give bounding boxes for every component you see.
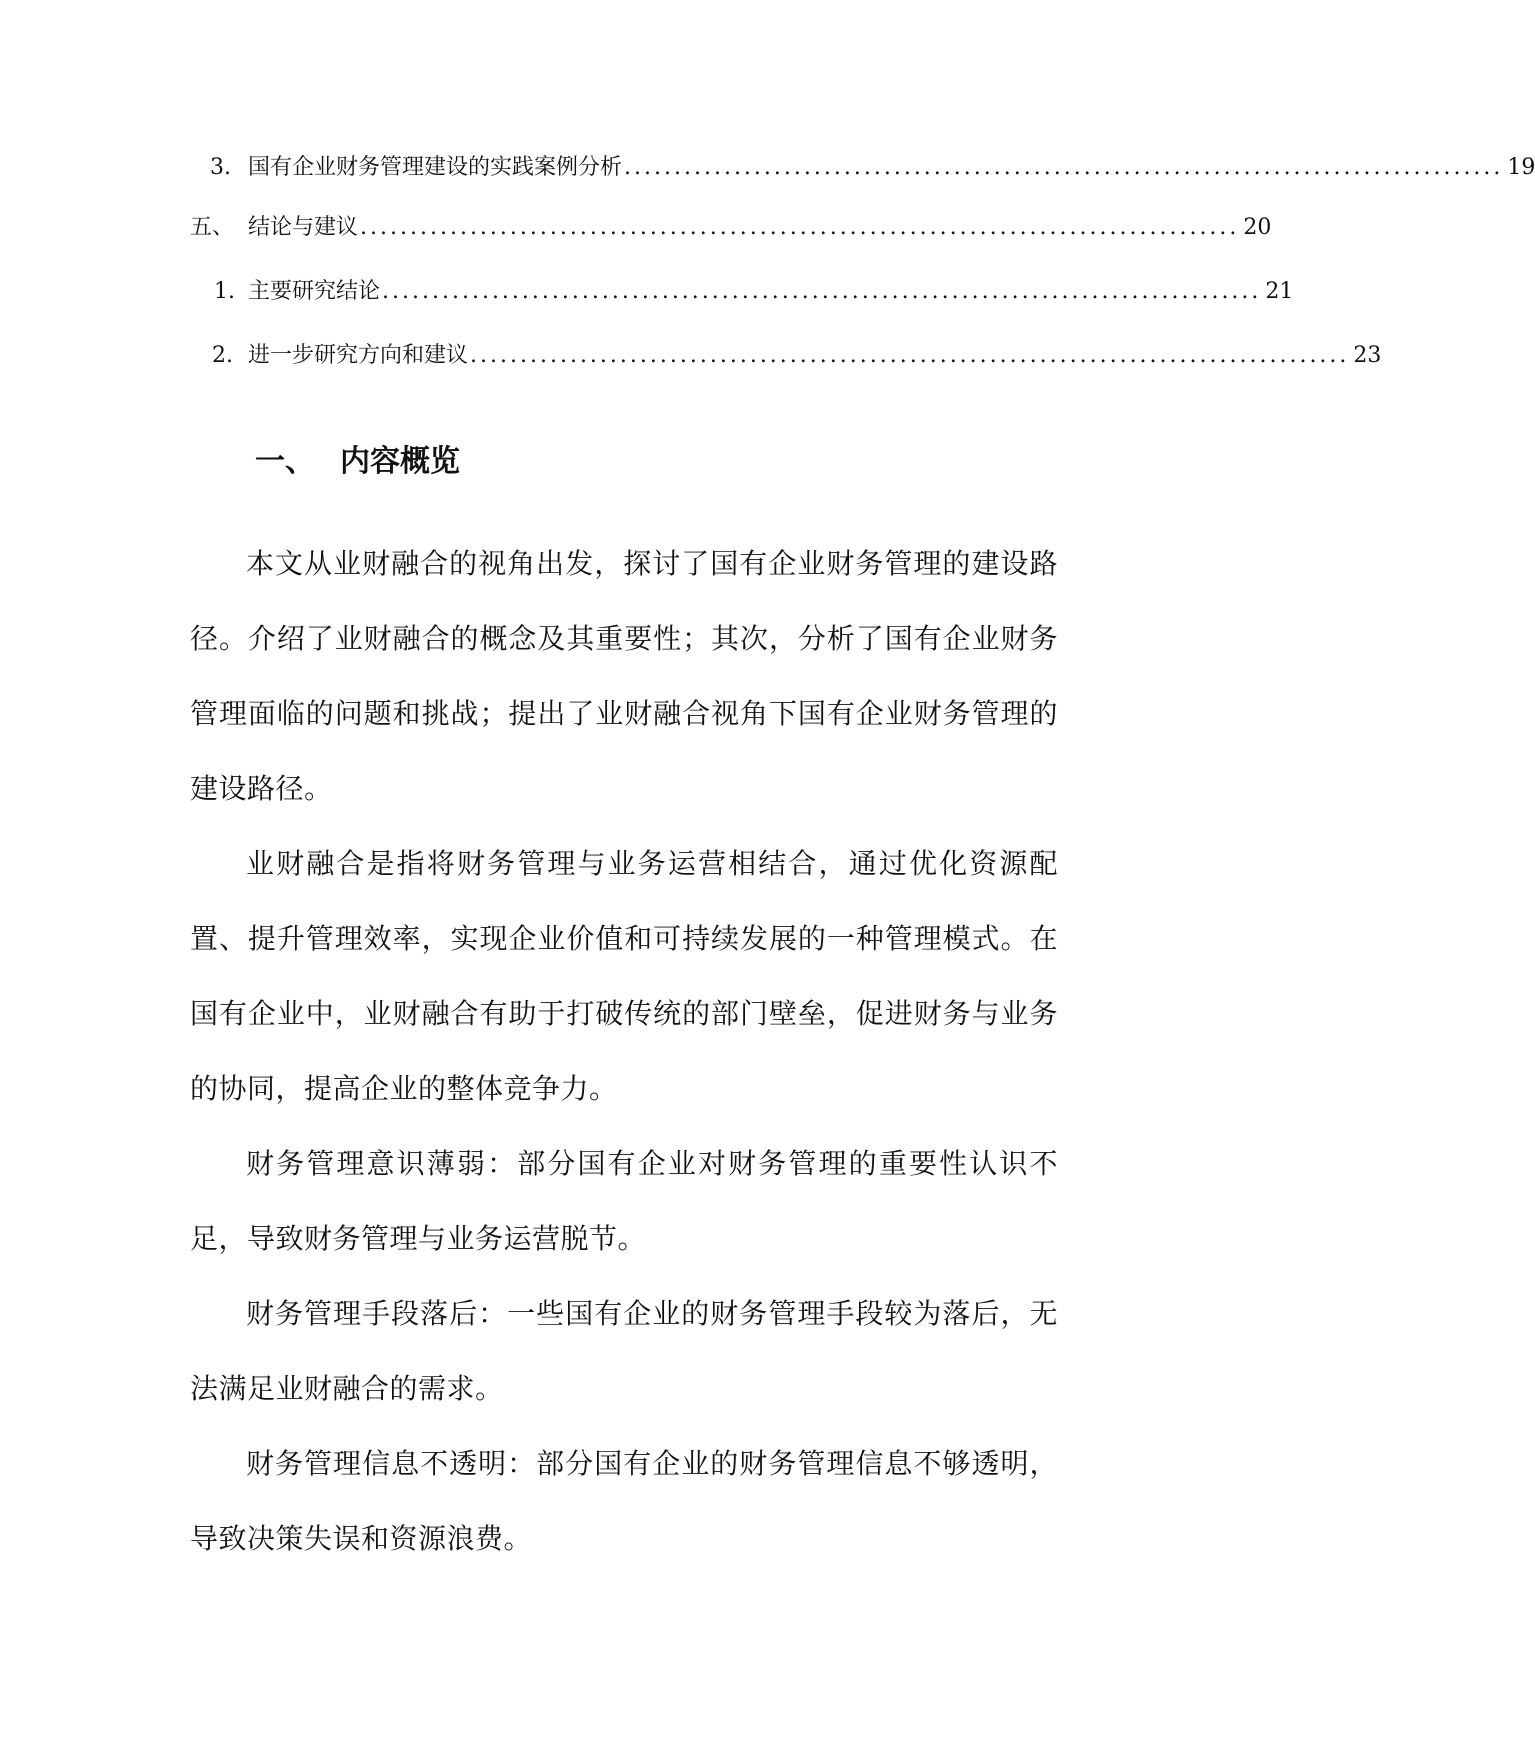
body-text [190, 526, 1058, 1576]
toc-entry[interactable] [212, 336, 1382, 376]
section-number: 一、 [255, 444, 315, 479]
toc-leader-dots: ........................................................................................ [624, 155, 1504, 180]
toc-entry-title: 主要研究结论 [248, 279, 381, 304]
paragraph: 财务管理手段落后：一些国有企业的财务管理手段较为落后，无法满足业财融合的需求。 [190, 1297, 1058, 1405]
toc-entry-title: 进一步研究方向和建议 [248, 343, 469, 368]
toc-entry-page: 23 [1353, 343, 1382, 368]
toc-entry-number: 2. [212, 343, 233, 368]
section-title: 内容概览 [340, 444, 460, 479]
toc-entry-page: 19 [1507, 155, 1535, 180]
toc-entry-number: 3. [210, 155, 231, 180]
toc-entry-page: 21 [1265, 279, 1294, 304]
toc-entry-number: 五、 [190, 215, 235, 240]
toc-entry-title: 结论与建议 [248, 215, 359, 240]
toc-entry[interactable] [190, 208, 1272, 248]
toc-leader-dots: ........................................................................................ [382, 279, 1262, 304]
paragraph: 业财融合是指将财务管理与业务运营相结合，通过优化资源配置、提升管理效率，实现企业价值和可持续发展的一种管理模式。在国有企业中，业财融合有助于打破传统的部门壁垒，促进财务与业务的协同，提高企业的整体竞争力。 [190, 847, 1058, 1105]
toc-entry[interactable] [214, 272, 1294, 312]
toc-entry[interactable] [210, 148, 1535, 188]
toc-leader-dots: ........................................................................................ [470, 343, 1350, 368]
toc-entry-title: 国有企业财务管理建设的实践案例分析 [248, 155, 623, 180]
toc-entry-number: 1. [214, 279, 235, 304]
toc-leader-dots: ........................................................................................ [360, 215, 1240, 240]
paragraph: 财务管理意识薄弱：部分国有企业对财务管理的重要性认识不足，导致财务管理与业务运营脱节。 [190, 1147, 1058, 1255]
paragraph: 财务管理信息不透明：部分国有企业的财务管理信息不够透明，导致决策失误和资源浪费。 [190, 1447, 1058, 1555]
section-heading [255, 440, 460, 484]
paragraph: 本文从业财融合的视角出发，探讨了国有企业财务管理的建设路径。介绍了业财融合的概念及其重要性；其次，分析了国有企业财务管理面临的问题和挑战；提出了业财融合视角下国有企业财务管理的建设路径。 [190, 547, 1058, 805]
toc-entry-page: 20 [1243, 215, 1272, 240]
